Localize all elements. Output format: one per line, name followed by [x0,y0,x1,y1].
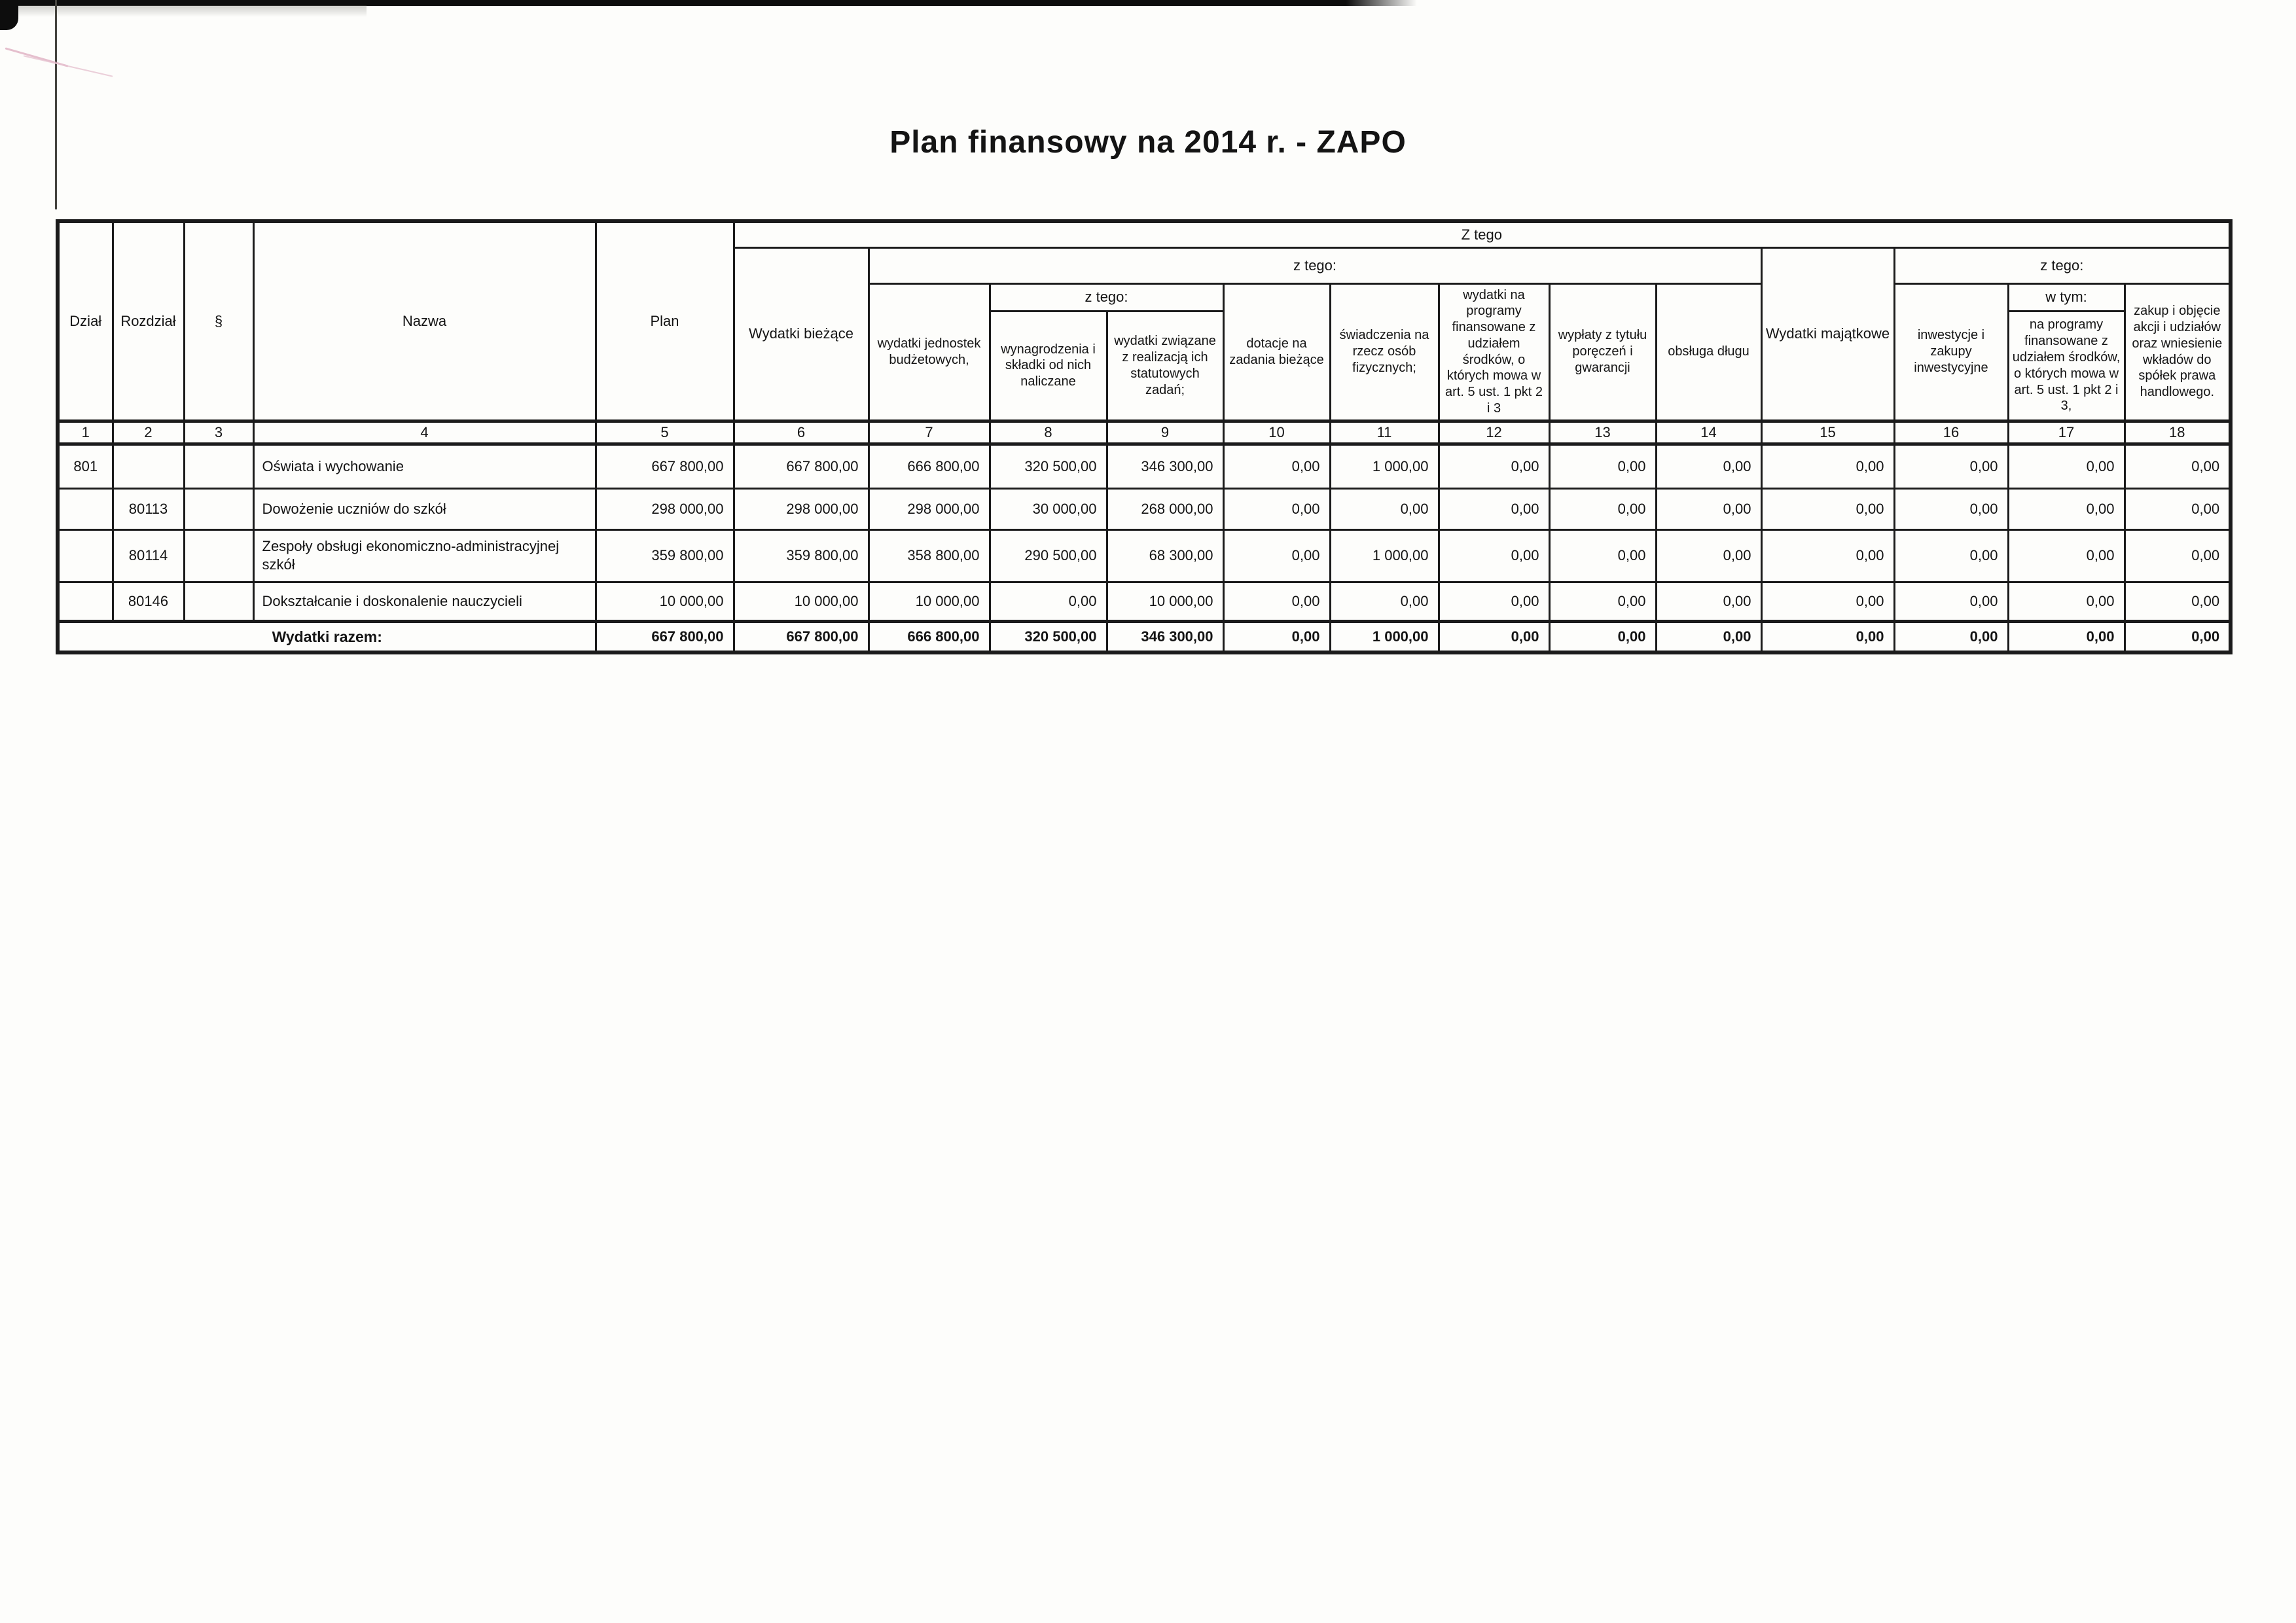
cell-value: 0,00 [1330,582,1439,621]
cell-value: 0,00 [2125,488,2231,529]
total-value: 1 000,00 [1330,621,1439,652]
cell-value: 0,00 [1894,529,2008,582]
total-value: 667 800,00 [734,621,869,652]
col-header-nazwa: Nazwa [253,221,596,421]
cell-value: 0,00 [1549,529,1656,582]
col-number: 10 [1223,421,1330,444]
total-label: Wydatki razem: [58,621,596,652]
col-number: 8 [990,421,1107,444]
col-number: 11 [1330,421,1439,444]
cell-nazwa: Dowożenie uczniów do szkół [253,488,596,529]
cell-dzial [58,529,113,582]
cell-value: 346 300,00 [1107,444,1223,488]
col-number: 14 [1656,421,1761,444]
cell-value: 10 000,00 [734,582,869,621]
cell-value: 667 800,00 [734,444,869,488]
cell-value: 68 300,00 [1107,529,1223,582]
col-header-zakup-akcji: zakup i objęcie akcji i udziałów oraz wniesienie wkładów do spółek prawa handlowego. [2125,283,2231,421]
cell-rozdzial: 80114 [113,529,184,582]
cell-nazwa: Dokształcanie i doskonalenie nauczycieli [253,582,596,621]
total-value: 0,00 [1439,621,1549,652]
total-value: 0,00 [2125,621,2231,652]
total-value: 0,00 [2008,621,2125,652]
col-number: 16 [1894,421,2008,444]
cell-value: 0,00 [1439,529,1549,582]
col-header-dzial: Dział [58,221,113,421]
cell-value: 1 000,00 [1330,444,1439,488]
col-number: 17 [2008,421,2125,444]
total-value: 0,00 [1894,621,2008,652]
cell-value: 359 800,00 [596,529,734,582]
cell-value: 0,00 [2125,582,2231,621]
cell-value: 290 500,00 [990,529,1107,582]
group-header-z-tego-biezace: z tego: [869,247,1761,283]
cell-value: 0,00 [1549,488,1656,529]
cell-value: 0,00 [1761,529,1894,582]
table-row-80146 [58,582,2231,621]
cell-value: 0,00 [1439,582,1549,621]
cell-value: 0,00 [1330,488,1439,529]
table-row-801 [58,444,2231,488]
cell-value: 0,00 [1439,488,1549,529]
finance-plan-table [56,219,2233,654]
cell-value: 667 800,00 [596,444,734,488]
cell-value: 0,00 [1894,444,2008,488]
cell-dzial [58,488,113,529]
cell-paragraf [184,488,253,529]
col-header-programy-biezace: wydatki na programy finansowane z udziałem środków, o których mowa w art. 5 ust. 1 pkt 2 i 3 [1439,283,1549,421]
cell-value: 10 000,00 [596,582,734,621]
col-header-paragraf: § [184,221,253,421]
col-header-wynagrodzenia: wynagrodzenia i składki od nich naliczane [990,311,1107,421]
cell-value: 0,00 [1223,529,1330,582]
cell-value: 0,00 [1656,488,1761,529]
total-value: 0,00 [1761,621,1894,652]
cell-value: 0,00 [1549,444,1656,488]
cell-value: 0,00 [1761,444,1894,488]
col-number: 6 [734,421,869,444]
cell-value: 298 000,00 [869,488,990,529]
col-header-wydatki-jednostek: wydatki jednostek budżetowych, [869,283,990,421]
cell-value: 10 000,00 [869,582,990,621]
col-number: 15 [1761,421,1894,444]
group-header-z-tego-majatkowe: z tego: [1894,247,2231,283]
cell-value: 320 500,00 [990,444,1107,488]
cell-nazwa: Oświata i wychowanie [253,444,596,488]
cell-paragraf [184,529,253,582]
cell-value: 0,00 [2008,444,2125,488]
cell-value: 666 800,00 [869,444,990,488]
col-header-wydatki-majatkowe: Wydatki majątkowe [1761,247,1894,421]
scan-artifact-page-edge-line [55,0,57,209]
col-number: 3 [184,421,253,444]
total-value: 0,00 [1223,621,1330,652]
group-header-w-tym: w tym: [2008,283,2125,311]
col-header-plan: Plan [596,221,734,421]
cell-value: 0,00 [1894,488,2008,529]
col-number: 9 [1107,421,1223,444]
group-header-z-tego: Z tego [734,221,2231,247]
cell-value: 0,00 [2008,488,2125,529]
col-header-inwestycje: inwestycje i zakupy inwestycyjne [1894,283,2008,421]
cell-value: 0,00 [2008,582,2125,621]
cell-paragraf [184,582,253,621]
cell-nazwa: Zespoły obsługi ekonomiczno-administracyjnej szkół [253,529,596,582]
cell-value: 0,00 [1656,529,1761,582]
cell-value: 0,00 [1761,488,1894,529]
cell-dzial: 801 [58,444,113,488]
cell-value: 30 000,00 [990,488,1107,529]
scan-artifact-pen-mark-2 [24,55,113,77]
cell-value: 10 000,00 [1107,582,1223,621]
cell-paragraf [184,444,253,488]
total-value: 346 300,00 [1107,621,1223,652]
cell-value: 1 000,00 [1330,529,1439,582]
total-value: 320 500,00 [990,621,1107,652]
cell-value: 298 000,00 [734,488,869,529]
cell-value: 0,00 [2125,529,2231,582]
col-header-programy-majatkowe: na programy finansowane z udziałem środków, o których mowa w art. 5 ust. 1 pkt 2 i 3, [2008,311,2125,421]
total-value: 0,00 [1656,621,1761,652]
col-header-wydatki-biezace: Wydatki bieżące [734,247,869,421]
col-number: 7 [869,421,990,444]
col-header-swiadczenia: świadczenia na rzecz osób fizycznych; [1330,283,1439,421]
cell-value: 0,00 [2008,529,2125,582]
cell-value: 298 000,00 [596,488,734,529]
col-header-obsluga-dlugu: obsługa długu [1656,283,1761,421]
cell-value: 0,00 [1223,488,1330,529]
cell-value: 0,00 [1656,444,1761,488]
table-row-80114 [58,529,2231,582]
col-number: 5 [596,421,734,444]
cell-value: 359 800,00 [734,529,869,582]
table-row-total [58,621,2231,652]
cell-rozdzial: 80146 [113,582,184,621]
col-number: 18 [2125,421,2231,444]
cell-value: 0,00 [1761,582,1894,621]
page-title: Plan finansowy na 2014 r. - ZAPO [889,125,1407,160]
col-header-dotacje: dotacje na zadania bieżące [1223,283,1330,421]
total-value: 0,00 [1549,621,1656,652]
cell-value: 0,00 [1894,582,2008,621]
col-header-wydatki-statutowe: wydatki związane z realizacją ich statutowych zadań; [1107,311,1223,421]
cell-value: 0,00 [1549,582,1656,621]
table-row-80113 [58,488,2231,529]
col-number: 13 [1549,421,1656,444]
col-number: 2 [113,421,184,444]
cell-value: 358 800,00 [869,529,990,582]
col-header-rozdzial: Rozdział [113,221,184,421]
group-header-z-tego-jednostki: z tego: [990,283,1223,311]
cell-value: 0,00 [990,582,1107,621]
cell-value: 0,00 [2125,444,2231,488]
cell-rozdzial [113,444,184,488]
cell-value: 0,00 [1223,444,1330,488]
cell-rozdzial: 80113 [113,488,184,529]
col-number: 4 [253,421,596,444]
col-header-wyplaty-poreczen: wypłaty z tytułu poręczeń i gwarancji [1549,283,1656,421]
total-value: 666 800,00 [869,621,990,652]
col-number: 12 [1439,421,1549,444]
scan-artifact-corner-blob [0,0,18,30]
cell-dzial [58,582,113,621]
cell-value: 0,00 [1656,582,1761,621]
cell-value: 0,00 [1439,444,1549,488]
cell-value: 268 000,00 [1107,488,1223,529]
total-value: 667 800,00 [596,621,734,652]
column-numbers-row [58,421,2231,444]
cell-value: 0,00 [1223,582,1330,621]
col-number: 1 [58,421,113,444]
